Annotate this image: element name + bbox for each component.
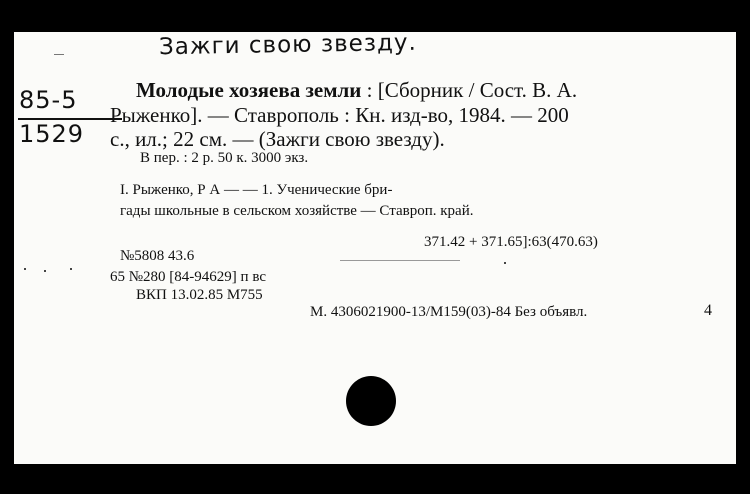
classification-index: 371.42 + 371.65]:63(470.63) [424, 234, 598, 250]
subject-line-2: гады школьные в сельском хозяйстве — Ставроп. край. [120, 203, 474, 219]
order-line: 65 №280 [84-94629] п вс [110, 269, 266, 285]
speck [44, 270, 46, 272]
catalog-card [14, 29, 736, 464]
speck [24, 268, 26, 270]
stray-mark [54, 54, 64, 55]
publisher-code: М. 4306021900-13/М159(03)-84 Без объявл. [310, 304, 588, 320]
punch-hole [346, 376, 396, 426]
speck [504, 262, 506, 264]
call-number-bottom: 1529 [19, 120, 85, 148]
handwritten-title: Зажги свою звезду. [158, 29, 418, 61]
entry-line-1 [136, 78, 577, 103]
record-number: №5808 43.6 [120, 248, 195, 264]
speck [70, 268, 72, 270]
entry-line-2: Рыженко]. — Ставрополь : Кн. изд-во, 1984. — 200 [110, 103, 569, 127]
dashed-mark [340, 260, 460, 261]
call-number-top: 85-5 [19, 86, 78, 114]
vkp-line: ВКП 13.02.85 М755 [136, 287, 263, 303]
entry-compiler: : [Сборник / Сост. В. А. [361, 78, 578, 102]
subject-line-1: I. Рыженко, Р А — — 1. Ученические бри- [120, 182, 393, 198]
entry-line-3: с., ил.; 22 см. — (Зажги свою звезду). [110, 127, 445, 151]
edge-mark: 4 [704, 302, 712, 319]
price-line: В пер. : 2 р. 50 к. 3000 экз. [140, 150, 309, 166]
entry-title: Молодые хозяева земли [136, 78, 362, 102]
